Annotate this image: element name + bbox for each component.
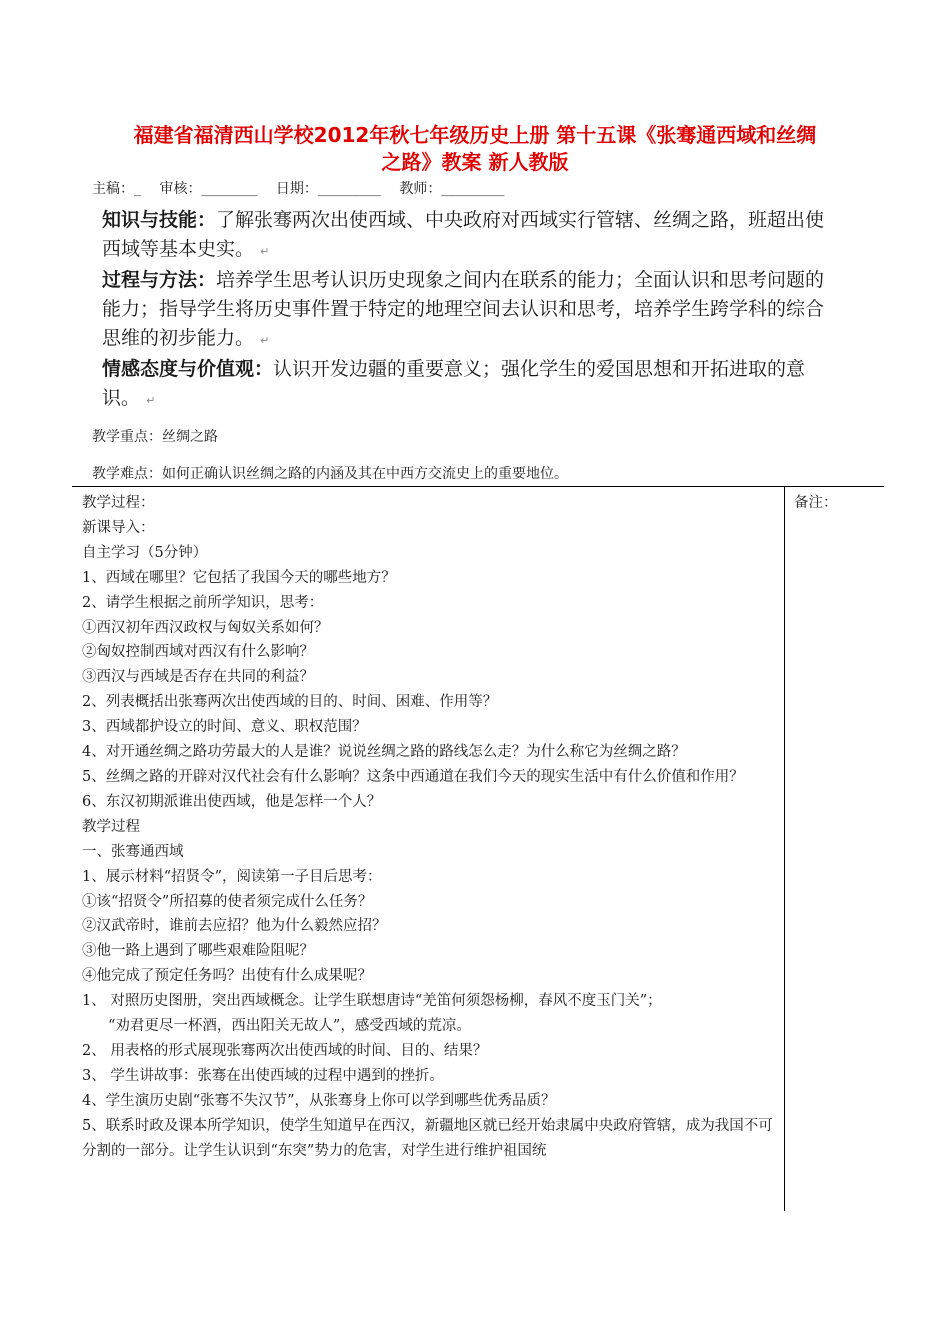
meta-row [92,178,518,198]
content-line: 2、请学生根据之前所学知识，思考： [82,594,324,611]
content-line: ①该“招贤令”所招募的使者须完成什么任务？ [82,893,373,910]
meta-date: 日期：_________ [275,181,381,197]
objective-knowledge [102,206,842,266]
content-line: 6、东汉初期派谁出使西域，他是怎样一个人？ [82,793,382,810]
meta-reviewer: 审核：________ [159,181,258,197]
return-mark-icon: ↵ [146,394,156,407]
process-text: 培养学生思考认识历史现象之间内在联系的能力；全面认识和思考问题的能力；指导学生将历史事件置于特定的地理空间去认识和思考，培养学生跨学科的综合思维的初步能力。 [102,269,825,349]
content-line: “劝君更尽一杯酒，西出阳关无故人”，感受西域的荒凉。 [108,1018,471,1035]
emotion-text: 认识开发边疆的重要意义；强化学生的爱国思想和开拓进取的意识。 [102,358,806,409]
document-title [60,122,890,176]
content-line: 2、 用表格的形式展现张骞两次出使西域的时间、目的、结果？ [82,1042,488,1059]
objectives-block [102,206,842,415]
meta-author: 主稿：_ [92,181,141,197]
emotion-label: 情感态度与价值观： [102,358,274,380]
process-column [82,491,778,1163]
content-line: ③他一路上遇到了哪些艰难险阻呢？ [82,943,314,960]
content-line: 自主学习（5分钟） [82,544,208,561]
content-line: ④他完成了预定任务吗？出使有什么成果呢？ [82,968,372,985]
content-line: 3、西域都护设立的时间、意义、职权范围？ [82,719,367,736]
return-mark-icon: ↵ [260,334,270,347]
objective-process [102,266,842,355]
content-line: 教学过程： [82,495,155,511]
content-line: 3、 学生讲故事：张骞在出使西域的过程中遇到的挫折。 [82,1067,444,1084]
content-line: 新课导入： [82,519,155,536]
content-line: ②匈奴控制西域对西汉有什么影响？ [82,644,314,661]
content-line: 4、对开通丝绸之路功劳最大的人是谁？说说丝绸之路的路线怎么走？为什么称它为丝绸之路？ [82,744,686,761]
knowledge-text: 了解张骞两次出使西域、中央政府对西域实行管辖、丝绸之路，班超出使西域等基本史实。 [102,209,825,260]
content-line: 1、展示材料“招贤令”，阅读第一子目后思考： [82,868,382,885]
content-line: 1、西域在哪里？它包括了我国今天的哪些地方？ [82,569,396,586]
key-point: 教学重点：丝绸之路 [92,429,218,445]
remark-label: 备注： [794,495,838,511]
meta-teacher: 教师：_________ [399,181,505,197]
content-line: 5、联系时政及课本所学知识，使学生知道早在西汉，新疆地区就已经开始隶属中央政府管辖，成为我国不可分割的一部分。让学生认识到“东突”势力的危害，对学生进行维护祖国统 [82,1117,773,1159]
objective-emotion [102,355,842,415]
content-line: 一、张骞通西域 [82,843,184,860]
difficulty-point: 教学难点：如何正确认识丝绸之路的内涵及其在中西方交流史上的重要地位。 [92,466,568,482]
content-line: 5、丝绸之路的开辟对汉代社会有什么影响？这条中西通道在我们今天的现实生活中有什么价值和作用？ [82,768,744,785]
content-line: ①西汉初年西汉政权与匈奴关系如何？ [82,619,329,636]
column-divider [784,487,785,1211]
title-line-2: 之路》教案 新人教版 [381,150,569,174]
knowledge-label: 知识与技能： [102,209,217,231]
content-line: ③西汉与西域是否存在共同的利益？ [82,669,314,686]
process-label: 过程与方法： [102,269,217,291]
return-mark-icon: ↵ [260,245,270,258]
content-line: 1、 对照历史图册，突出西域概念。让学生联想唐诗“羌笛何须怨杨柳，春风不度玉门关”； [82,993,662,1010]
content-line: ②汉武帝时，谁前去应招？他为什么毅然应招？ [82,918,387,935]
content-line: 4、学生演历史剧“张骞不失汉节”，从张骞身上你可以学到哪些优秀品质？ [82,1092,556,1109]
title-line-1: 福建省福清西山学校2012年秋七年级历史上册 第十五课《张骞通西域和丝绸 [133,123,817,147]
content-line: 2、列表概括出张骞两次出使西域的目的、时间、困难、作用等？ [82,694,498,711]
content-line: 教学过程 [82,818,140,835]
lesson-table [72,486,884,1211]
